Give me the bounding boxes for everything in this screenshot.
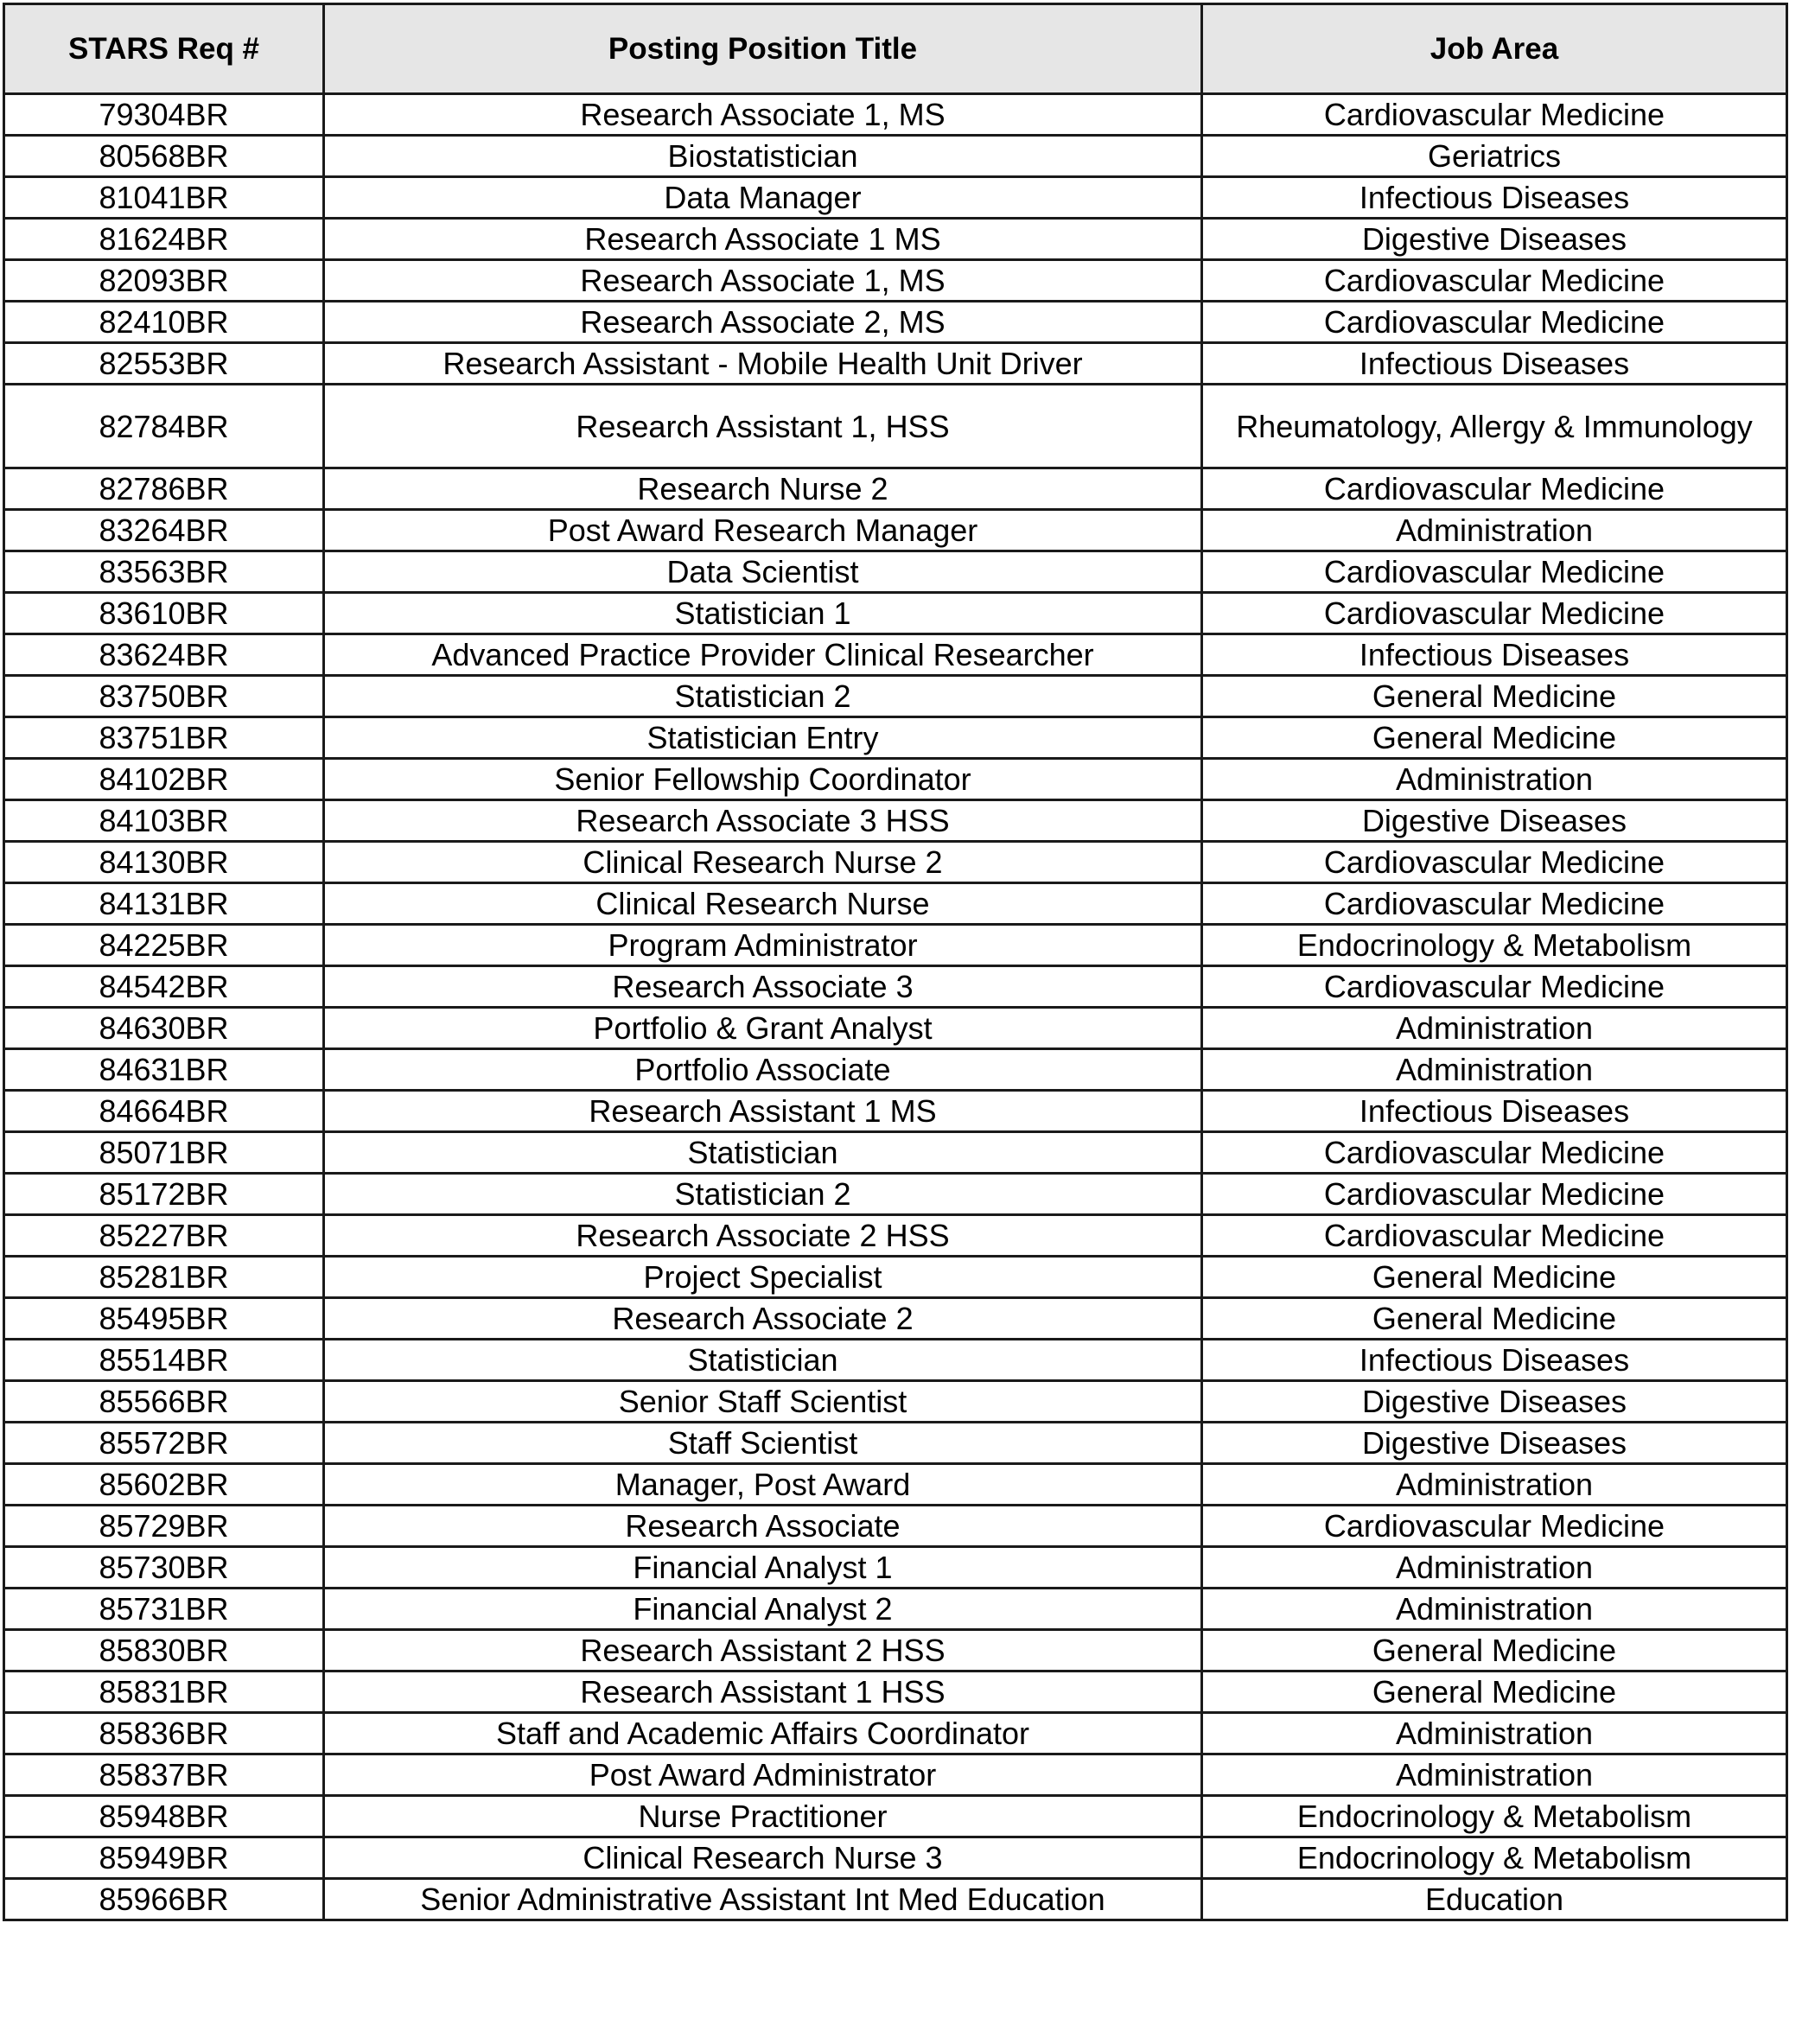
- position-title-cell: Research Associate 3: [324, 966, 1202, 1008]
- table-row: [4, 219, 1787, 260]
- req-number-cell: 84103BR: [4, 800, 324, 842]
- req-number-cell: 83563BR: [4, 551, 324, 593]
- table-row: [4, 260, 1787, 302]
- position-title-cell: Research Associate: [324, 1506, 1202, 1547]
- job-area-cell: Endocrinology & Metabolism: [1202, 1796, 1787, 1837]
- req-number-cell: 84630BR: [4, 1008, 324, 1049]
- position-title-cell: Nurse Practitioner: [324, 1796, 1202, 1837]
- position-title-cell: Research Associate 1, MS: [324, 260, 1202, 302]
- position-title-cell: Project Specialist: [324, 1257, 1202, 1298]
- table-row: [4, 136, 1787, 177]
- req-number-cell: 85572BR: [4, 1423, 324, 1464]
- req-number-cell: 85949BR: [4, 1837, 324, 1879]
- table-body: [4, 94, 1787, 1920]
- table-row: [4, 717, 1787, 759]
- job-area-cell: Cardiovascular Medicine: [1202, 551, 1787, 593]
- job-area-cell: Endocrinology & Metabolism: [1202, 925, 1787, 966]
- job-area-cell: General Medicine: [1202, 1630, 1787, 1671]
- job-area-cell: Cardiovascular Medicine: [1202, 1215, 1787, 1257]
- position-title-cell: Research Assistant - Mobile Health Unit Driver: [324, 343, 1202, 385]
- table-row: [4, 1215, 1787, 1257]
- job-area-cell: Education: [1202, 1879, 1787, 1920]
- req-number-cell: 84542BR: [4, 966, 324, 1008]
- position-title-cell: Advanced Practice Provider Clinical Researcher: [324, 634, 1202, 676]
- job-area-cell: Cardiovascular Medicine: [1202, 1132, 1787, 1174]
- job-area-cell: Cardiovascular Medicine: [1202, 883, 1787, 925]
- table-row: [4, 1381, 1787, 1423]
- req-number-cell: 81041BR: [4, 177, 324, 219]
- req-number-cell: 85281BR: [4, 1257, 324, 1298]
- req-number-cell: 83751BR: [4, 717, 324, 759]
- position-title-cell: Statistician: [324, 1340, 1202, 1381]
- job-area-cell: Digestive Diseases: [1202, 800, 1787, 842]
- job-area-cell: Cardiovascular Medicine: [1202, 1174, 1787, 1215]
- job-area-cell: Administration: [1202, 1464, 1787, 1506]
- position-title-cell: Research Assistant 2 HSS: [324, 1630, 1202, 1671]
- table-row: [4, 1547, 1787, 1589]
- position-title-cell: Portfolio Associate: [324, 1049, 1202, 1091]
- job-area-cell: Digestive Diseases: [1202, 219, 1787, 260]
- position-title-cell: Research Associate 2 HSS: [324, 1215, 1202, 1257]
- position-title-cell: Senior Fellowship Coordinator: [324, 759, 1202, 800]
- table-row: [4, 842, 1787, 883]
- header-position-title: Posting Position Title: [324, 4, 1202, 94]
- req-number-cell: 85837BR: [4, 1754, 324, 1796]
- job-area-cell: Rheumatology, Allergy & Immunology: [1202, 385, 1787, 468]
- job-area-cell: Cardiovascular Medicine: [1202, 302, 1787, 343]
- position-title-cell: Clinical Research Nurse: [324, 883, 1202, 925]
- table-row: [4, 510, 1787, 551]
- table-row: [4, 676, 1787, 717]
- table-row: [4, 1713, 1787, 1754]
- position-title-cell: Staff Scientist: [324, 1423, 1202, 1464]
- position-title-cell: Post Award Administrator: [324, 1754, 1202, 1796]
- position-title-cell: Senior Staff Scientist: [324, 1381, 1202, 1423]
- position-title-cell: Staff and Academic Affairs Coordinator: [324, 1713, 1202, 1754]
- table-row: [4, 759, 1787, 800]
- job-area-cell: Infectious Diseases: [1202, 343, 1787, 385]
- table-row: [4, 883, 1787, 925]
- job-area-cell: Administration: [1202, 1713, 1787, 1754]
- position-title-cell: Financial Analyst 1: [324, 1547, 1202, 1589]
- req-number-cell: 82410BR: [4, 302, 324, 343]
- job-area-cell: General Medicine: [1202, 1671, 1787, 1713]
- req-number-cell: 85495BR: [4, 1298, 324, 1340]
- req-number-cell: 85566BR: [4, 1381, 324, 1423]
- job-area-cell: General Medicine: [1202, 676, 1787, 717]
- job-area-cell: Infectious Diseases: [1202, 177, 1787, 219]
- job-area-cell: Administration: [1202, 1547, 1787, 1589]
- header-job-area: Job Area: [1202, 4, 1787, 94]
- job-area-cell: Administration: [1202, 1589, 1787, 1630]
- table-row: [4, 1630, 1787, 1671]
- job-area-cell: Cardiovascular Medicine: [1202, 94, 1787, 136]
- position-title-cell: Data Scientist: [324, 551, 1202, 593]
- table-row: [4, 94, 1787, 136]
- req-number-cell: 82093BR: [4, 260, 324, 302]
- position-title-cell: Program Administrator: [324, 925, 1202, 966]
- req-number-cell: 85227BR: [4, 1215, 324, 1257]
- table-row: [4, 1174, 1787, 1215]
- req-number-cell: 84131BR: [4, 883, 324, 925]
- job-area-cell: Administration: [1202, 759, 1787, 800]
- position-title-cell: Portfolio & Grant Analyst: [324, 1008, 1202, 1049]
- table-row: [4, 1506, 1787, 1547]
- job-area-cell: Geriatrics: [1202, 136, 1787, 177]
- table-row: [4, 468, 1787, 510]
- header-req-number: STARS Req #: [4, 4, 324, 94]
- req-number-cell: 85731BR: [4, 1589, 324, 1630]
- table-row: [4, 1879, 1787, 1920]
- req-number-cell: 85172BR: [4, 1174, 324, 1215]
- table-row: [4, 177, 1787, 219]
- table-row: [4, 966, 1787, 1008]
- job-area-cell: General Medicine: [1202, 1298, 1787, 1340]
- req-number-cell: 85602BR: [4, 1464, 324, 1506]
- req-number-cell: 85948BR: [4, 1796, 324, 1837]
- position-title-cell: Research Associate 2, MS: [324, 302, 1202, 343]
- position-title-cell: Research Nurse 2: [324, 468, 1202, 510]
- req-number-cell: 82784BR: [4, 385, 324, 468]
- req-number-cell: 85831BR: [4, 1671, 324, 1713]
- job-area-cell: Cardiovascular Medicine: [1202, 593, 1787, 634]
- table-row: [4, 1132, 1787, 1174]
- req-number-cell: 83264BR: [4, 510, 324, 551]
- table-row: [4, 302, 1787, 343]
- position-title-cell: Research Assistant 1 HSS: [324, 1671, 1202, 1713]
- req-number-cell: 81624BR: [4, 219, 324, 260]
- table-row: [4, 1008, 1787, 1049]
- job-area-cell: Administration: [1202, 1754, 1787, 1796]
- table-row: [4, 1257, 1787, 1298]
- table-row: [4, 1340, 1787, 1381]
- position-title-cell: Clinical Research Nurse 3: [324, 1837, 1202, 1879]
- job-area-cell: Infectious Diseases: [1202, 1091, 1787, 1132]
- position-title-cell: Statistician Entry: [324, 717, 1202, 759]
- req-number-cell: 84631BR: [4, 1049, 324, 1091]
- req-number-cell: 85836BR: [4, 1713, 324, 1754]
- position-title-cell: Statistician 2: [324, 676, 1202, 717]
- job-area-cell: Digestive Diseases: [1202, 1423, 1787, 1464]
- req-number-cell: 84664BR: [4, 1091, 324, 1132]
- job-area-cell: Cardiovascular Medicine: [1202, 260, 1787, 302]
- position-title-cell: Financial Analyst 2: [324, 1589, 1202, 1630]
- position-title-cell: Statistician 1: [324, 593, 1202, 634]
- job-area-cell: Cardiovascular Medicine: [1202, 842, 1787, 883]
- table-row: [4, 1589, 1787, 1630]
- position-title-cell: Research Associate 1 MS: [324, 219, 1202, 260]
- position-title-cell: Research Associate 3 HSS: [324, 800, 1202, 842]
- req-number-cell: 84130BR: [4, 842, 324, 883]
- job-postings-table: [3, 3, 1788, 1921]
- position-title-cell: Statistician: [324, 1132, 1202, 1174]
- job-area-cell: General Medicine: [1202, 1257, 1787, 1298]
- position-title-cell: Research Assistant 1 MS: [324, 1091, 1202, 1132]
- req-number-cell: 79304BR: [4, 94, 324, 136]
- job-area-cell: Administration: [1202, 1049, 1787, 1091]
- job-area-cell: Cardiovascular Medicine: [1202, 468, 1787, 510]
- position-title-cell: Research Associate 2: [324, 1298, 1202, 1340]
- position-title-cell: Research Assistant 1, HSS: [324, 385, 1202, 468]
- table-row: [4, 551, 1787, 593]
- table-row: [4, 1754, 1787, 1796]
- table-row: [4, 1298, 1787, 1340]
- req-number-cell: 83610BR: [4, 593, 324, 634]
- position-title-cell: Senior Administrative Assistant Int Med Education: [324, 1879, 1202, 1920]
- job-area-cell: Administration: [1202, 1008, 1787, 1049]
- table-row: [4, 634, 1787, 676]
- req-number-cell: 83624BR: [4, 634, 324, 676]
- table-row: [4, 1837, 1787, 1879]
- req-number-cell: 85514BR: [4, 1340, 324, 1381]
- req-number-cell: 85071BR: [4, 1132, 324, 1174]
- job-area-cell: Digestive Diseases: [1202, 1381, 1787, 1423]
- job-area-cell: Administration: [1202, 510, 1787, 551]
- job-area-cell: Endocrinology & Metabolism: [1202, 1837, 1787, 1879]
- req-number-cell: 82553BR: [4, 343, 324, 385]
- table-row: [4, 1049, 1787, 1091]
- req-number-cell: 82786BR: [4, 468, 324, 510]
- table-row: [4, 1423, 1787, 1464]
- table-row: [4, 1464, 1787, 1506]
- req-number-cell: 84102BR: [4, 759, 324, 800]
- job-area-cell: Infectious Diseases: [1202, 1340, 1787, 1381]
- req-number-cell: 80568BR: [4, 136, 324, 177]
- header-row: [4, 4, 1787, 94]
- table-row: [4, 343, 1787, 385]
- position-title-cell: Research Associate 1, MS: [324, 94, 1202, 136]
- table-row: [4, 1091, 1787, 1132]
- position-title-cell: Biostatistician: [324, 136, 1202, 177]
- job-area-cell: Infectious Diseases: [1202, 634, 1787, 676]
- table-row: [4, 385, 1787, 468]
- req-number-cell: 85966BR: [4, 1879, 324, 1920]
- position-title-cell: Clinical Research Nurse 2: [324, 842, 1202, 883]
- req-number-cell: 85830BR: [4, 1630, 324, 1671]
- table-row: [4, 1671, 1787, 1713]
- position-title-cell: Statistician 2: [324, 1174, 1202, 1215]
- table-row: [4, 1796, 1787, 1837]
- table-row: [4, 800, 1787, 842]
- position-title-cell: Post Award Research Manager: [324, 510, 1202, 551]
- table-row: [4, 593, 1787, 634]
- req-number-cell: 85730BR: [4, 1547, 324, 1589]
- req-number-cell: 84225BR: [4, 925, 324, 966]
- req-number-cell: 85729BR: [4, 1506, 324, 1547]
- req-number-cell: 83750BR: [4, 676, 324, 717]
- job-area-cell: Cardiovascular Medicine: [1202, 966, 1787, 1008]
- position-title-cell: Manager, Post Award: [324, 1464, 1202, 1506]
- job-area-cell: Cardiovascular Medicine: [1202, 1506, 1787, 1547]
- table-row: [4, 925, 1787, 966]
- position-title-cell: Data Manager: [324, 177, 1202, 219]
- job-area-cell: General Medicine: [1202, 717, 1787, 759]
